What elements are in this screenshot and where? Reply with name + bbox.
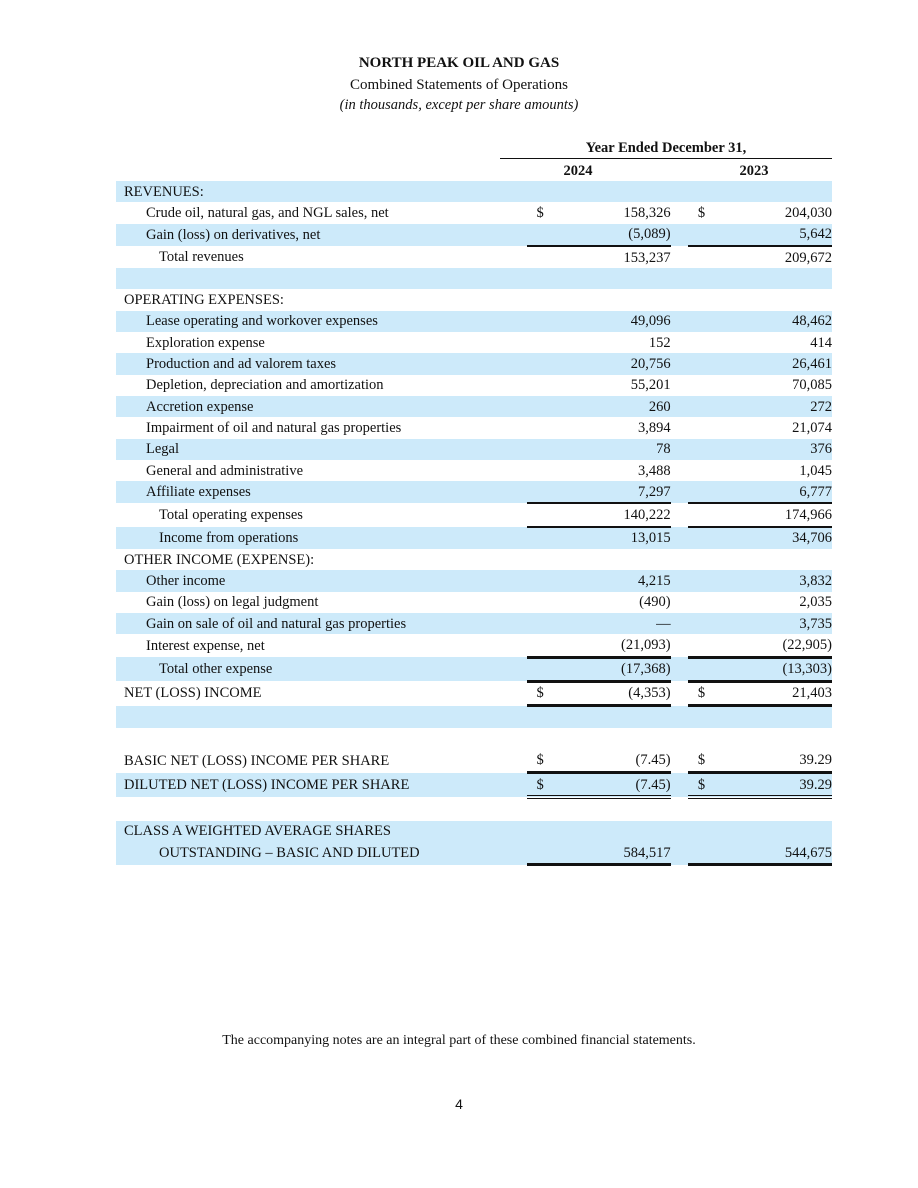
table-row — [116, 332, 832, 353]
column-gap — [671, 396, 688, 417]
value-2024 — [555, 289, 671, 310]
value-2024: 260 — [555, 396, 671, 417]
spacer-row — [116, 797, 832, 820]
value-2023: 6,777 — [716, 481, 832, 503]
value-2024: 584,517 — [555, 842, 671, 865]
row-label: Total other expense — [116, 657, 527, 681]
currency-symbol-2024 — [527, 657, 555, 681]
value-2023: 39.29 — [716, 750, 832, 773]
column-gap — [671, 246, 688, 268]
currency-symbol-2024: $ — [527, 681, 555, 705]
column-gap — [671, 353, 688, 374]
currency-symbol-2024 — [527, 439, 555, 460]
currency-symbol-2023 — [688, 268, 716, 289]
value-2024: 3,488 — [637, 462, 671, 479]
row-label — [116, 268, 527, 289]
value-2024: 140,222 — [555, 503, 671, 526]
value-2023: 376 — [716, 439, 832, 460]
currency-symbol-2024 — [527, 503, 555, 526]
currency-symbol-2024 — [527, 224, 555, 246]
currency-symbol-2024 — [527, 842, 555, 865]
page-number: 4 — [455, 1096, 463, 1112]
value-2024: 4,215 — [555, 570, 671, 591]
table-row — [116, 202, 832, 223]
row-label: OTHER INCOME (EXPENSE): — [124, 551, 315, 568]
footer-note: The accompanying notes are an integral part of these combined financial statements. — [222, 1033, 696, 1048]
row-label: General and administrative — [146, 462, 304, 479]
row-label: Production and ad valorem taxes — [116, 353, 527, 374]
row-label: Income from operations — [116, 527, 527, 549]
column-gap — [671, 842, 688, 865]
column-gap — [671, 439, 688, 460]
row-label: Legal — [116, 439, 527, 460]
column-gap — [671, 268, 688, 289]
table-row — [116, 375, 832, 396]
spacer-row — [116, 706, 832, 729]
table-row — [116, 750, 832, 773]
column-gap — [671, 613, 688, 634]
spacer-row — [116, 268, 832, 289]
value-2023: 39.29 — [716, 773, 832, 798]
table-row — [116, 821, 832, 842]
currency-symbol-2023 — [688, 353, 716, 374]
table-row — [116, 181, 832, 202]
value-2023: 272 — [716, 396, 832, 417]
value-2024 — [555, 821, 671, 842]
currency-symbol-2023 — [688, 503, 716, 526]
currency-symbol-2023 — [688, 181, 716, 202]
currency-symbol-2024 — [527, 728, 555, 749]
operations-table — [116, 181, 832, 866]
value-2024 — [555, 549, 671, 570]
currency-symbol-2024 — [527, 332, 555, 353]
table-row — [116, 527, 832, 549]
currency-symbol-2024 — [527, 460, 555, 481]
currency-symbol-2024 — [527, 706, 555, 729]
table-row — [116, 311, 832, 332]
value-2023: 21,403 — [716, 681, 832, 705]
column-gap — [671, 332, 688, 353]
value-2024: (21,093) — [555, 634, 671, 657]
currency-symbol-2023 — [688, 439, 716, 460]
table-row — [116, 592, 832, 613]
currency-symbol-2023 — [688, 460, 716, 481]
value-2024: 158,326 — [623, 204, 671, 221]
row-label: OUTSTANDING – BASIC AND DILUTED — [116, 842, 527, 865]
table-row — [116, 634, 832, 657]
value-2023: 204,030 — [784, 204, 832, 221]
table-row — [116, 417, 832, 438]
row-label: Total revenues — [159, 249, 244, 266]
value-2024: — — [555, 613, 671, 634]
value-2023: 3,735 — [716, 613, 832, 634]
company-name: NORTH PEAK OIL AND GAS — [358, 55, 560, 71]
currency-symbol-2024 — [527, 311, 555, 332]
currency-symbol-2024 — [527, 797, 555, 820]
value-2023 — [716, 549, 832, 570]
year-header-2024: 2024 — [500, 163, 656, 182]
currency-symbol-2023 — [688, 246, 716, 268]
table-row — [116, 439, 832, 460]
column-gap — [671, 527, 688, 549]
row-label: Depletion, depreciation and amortization — [146, 377, 384, 394]
value-2023: 1,045 — [799, 462, 832, 479]
currency-symbol-2023 — [688, 224, 716, 246]
row-label: Other income — [116, 570, 527, 591]
currency-symbol-2024: $ — [527, 750, 555, 773]
value-2024: 13,015 — [555, 527, 671, 549]
statement-subtitle: (in thousands, except per share amounts) — [339, 97, 579, 113]
column-gap — [671, 311, 688, 332]
currency-symbol-2023 — [688, 311, 716, 332]
currency-symbol-2023 — [688, 289, 716, 310]
currency-symbol-2023 — [688, 549, 716, 570]
table-row — [116, 503, 832, 526]
currency-symbol-2023 — [688, 728, 716, 749]
value-2023: 21,074 — [792, 419, 832, 436]
row-label — [116, 706, 527, 729]
value-2024: (490) — [639, 594, 671, 611]
value-2023: 2,035 — [799, 594, 832, 611]
row-label: NET (LOSS) INCOME — [124, 685, 262, 702]
value-2024: 152 — [648, 334, 671, 351]
table-row — [116, 842, 832, 865]
currency-symbol-2023 — [688, 821, 716, 842]
value-2023: 5,642 — [716, 224, 832, 246]
currency-symbol-2024: $ — [527, 773, 555, 798]
value-2024: 153,237 — [623, 249, 671, 266]
currency-symbol-2024 — [527, 613, 555, 634]
value-2023: 26,461 — [716, 353, 832, 374]
currency-symbol-2024 — [527, 268, 555, 289]
column-gap — [671, 657, 688, 681]
currency-symbol-2024 — [527, 289, 555, 310]
currency-symbol-2024 — [527, 821, 555, 842]
row-label: REVENUES: — [116, 181, 527, 202]
row-label: Crude oil, natural gas, and NGL sales, net — [146, 204, 389, 221]
column-gap — [671, 750, 688, 773]
value-2024: (7.45) — [555, 773, 671, 798]
column-gap — [671, 797, 688, 820]
column-gap — [671, 681, 688, 705]
value-2024: 49,096 — [555, 311, 671, 332]
value-2023: (22,905) — [716, 634, 832, 657]
currency-symbol-2023: $ — [697, 204, 706, 221]
row-label: Affiliate expenses — [116, 481, 527, 503]
currency-symbol-2024 — [527, 246, 555, 268]
column-gap — [671, 417, 688, 438]
currency-symbol-2023 — [688, 396, 716, 417]
currency-symbol-2024 — [527, 396, 555, 417]
currency-symbol-2023 — [688, 570, 716, 591]
value-2024 — [555, 797, 671, 820]
currency-symbol-2023 — [688, 332, 716, 353]
column-gap — [671, 821, 688, 842]
row-label: OPERATING EXPENSES: — [124, 292, 284, 309]
currency-symbol-2024 — [527, 481, 555, 503]
currency-symbol-2024 — [527, 570, 555, 591]
column-gap — [671, 481, 688, 503]
value-2023: 174,966 — [716, 503, 832, 526]
column-gap — [671, 592, 688, 613]
currency-symbol-2024 — [527, 527, 555, 549]
value-2023 — [716, 268, 832, 289]
value-2023: 3,832 — [716, 570, 832, 591]
row-label: DILUTED NET (LOSS) INCOME PER SHARE — [116, 773, 527, 798]
value-2024 — [555, 706, 671, 729]
value-2024: 7,297 — [555, 481, 671, 503]
currency-symbol-2023 — [688, 706, 716, 729]
currency-symbol-2023 — [688, 481, 716, 503]
currency-symbol-2024 — [527, 181, 555, 202]
value-2023: (13,303) — [716, 657, 832, 681]
statement-title: Combined Statements of Operations — [350, 77, 568, 93]
value-2024: 55,201 — [630, 377, 671, 394]
row-label: CLASS A WEIGHTED AVERAGE SHARES — [116, 821, 527, 842]
value-2024: (4,353) — [555, 681, 671, 705]
value-2024: (7.45) — [555, 750, 671, 773]
row-label: Interest expense, net — [146, 637, 265, 654]
currency-symbol-2023: $ — [688, 750, 716, 773]
value-2024: 3,894 — [637, 419, 671, 436]
currency-symbol-2024 — [527, 592, 555, 613]
table-row — [116, 460, 832, 481]
column-gap — [671, 634, 688, 657]
table-row — [116, 657, 832, 681]
currency-symbol-2023 — [688, 592, 716, 613]
row-label — [116, 797, 527, 820]
row-label: Gain on sale of oil and natural gas properties — [116, 613, 527, 634]
column-gap — [671, 224, 688, 246]
row-label: Impairment of oil and natural gas properties — [146, 419, 402, 436]
currency-symbol-2023: $ — [688, 773, 716, 798]
value-2023 — [716, 181, 832, 202]
value-2024: (5,089) — [555, 224, 671, 246]
table-row — [116, 481, 832, 503]
value-2023 — [716, 821, 832, 842]
value-2024 — [555, 181, 671, 202]
table-row — [116, 681, 832, 705]
row-label: Accretion expense — [116, 396, 527, 417]
year-header-2023: 2023 — [676, 163, 832, 182]
currency-symbol-2024 — [527, 549, 555, 570]
currency-symbol-2024 — [527, 375, 555, 396]
table-row — [116, 396, 832, 417]
value-2024: 78 — [555, 439, 671, 460]
column-gap — [671, 728, 688, 749]
value-2024: 20,756 — [555, 353, 671, 374]
currency-symbol-2023 — [688, 417, 716, 438]
value-2023 — [716, 797, 832, 820]
column-gap — [671, 503, 688, 526]
currency-symbol-2023: $ — [688, 681, 716, 705]
table-row — [116, 613, 832, 634]
value-2023: 70,085 — [792, 377, 832, 394]
value-2023: 48,462 — [716, 311, 832, 332]
value-2024 — [555, 268, 671, 289]
table-row — [116, 289, 832, 310]
column-gap — [671, 460, 688, 481]
row-label: BASIC NET (LOSS) INCOME PER SHARE — [124, 753, 390, 770]
currency-symbol-2024: $ — [536, 204, 544, 221]
table-row — [116, 224, 832, 246]
currency-symbol-2023 — [688, 842, 716, 865]
value-2024 — [555, 728, 671, 749]
spacer-row — [116, 728, 832, 749]
row-label — [116, 728, 527, 749]
column-gap — [671, 289, 688, 310]
value-2023 — [716, 728, 832, 749]
currency-symbol-2023 — [688, 613, 716, 634]
column-gap — [671, 202, 688, 223]
currency-symbol-2023 — [688, 527, 716, 549]
currency-symbol-2023 — [688, 375, 716, 396]
value-2023: 414 — [810, 334, 832, 351]
table-row — [116, 773, 832, 798]
table-row — [116, 353, 832, 374]
column-gap — [671, 570, 688, 591]
currency-symbol-2024 — [527, 353, 555, 374]
row-label: Lease operating and workover expenses — [116, 311, 527, 332]
row-label: Gain (loss) on derivatives, net — [116, 224, 527, 246]
value-2023 — [716, 289, 832, 310]
currency-symbol-2024 — [527, 417, 555, 438]
column-gap — [671, 773, 688, 798]
value-2023: 34,706 — [716, 527, 832, 549]
column-group-header: Year Ended December 31, — [500, 140, 832, 159]
row-label: Gain (loss) on legal judgment — [146, 594, 319, 611]
column-gap — [671, 375, 688, 396]
table-row — [116, 570, 832, 591]
table-row — [116, 246, 832, 268]
value-2023: 544,675 — [716, 842, 832, 865]
value-2023: 209,672 — [784, 249, 832, 266]
value-2023 — [716, 706, 832, 729]
currency-symbol-2023 — [688, 634, 716, 657]
column-gap — [671, 181, 688, 202]
row-label: Total operating expenses — [159, 507, 303, 524]
value-2024: (17,368) — [555, 657, 671, 681]
row-label: Exploration expense — [146, 334, 265, 351]
column-gap — [671, 706, 688, 729]
currency-symbol-2024 — [527, 634, 555, 657]
currency-symbol-2023 — [688, 657, 716, 681]
currency-symbol-2023 — [688, 797, 716, 820]
column-gap — [671, 549, 688, 570]
table-row — [116, 549, 832, 570]
